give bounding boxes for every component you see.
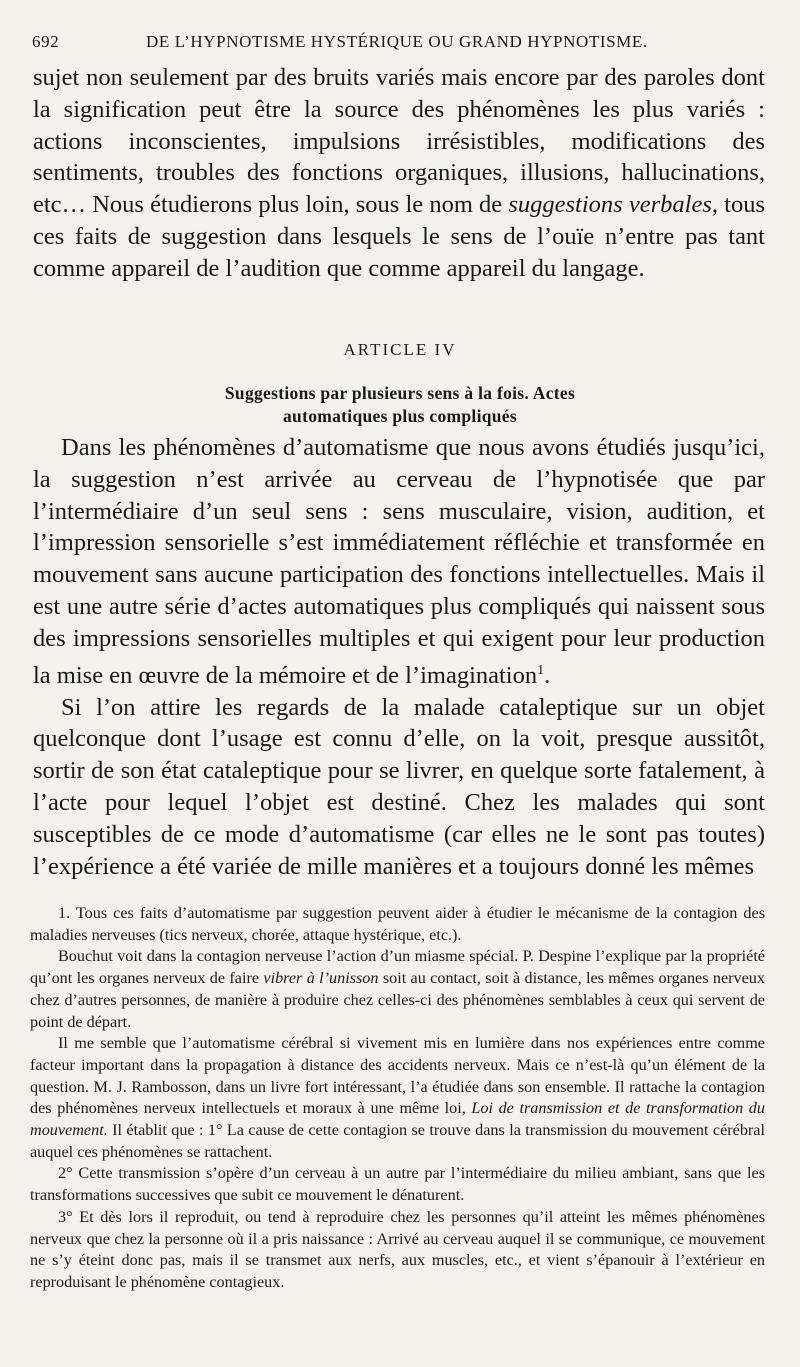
emphasis: Loi de transmission et de transformation du mouvement. [30,1099,765,1140]
text-run: Il établit que : 1° La cause de cette contagion se trouve dans la transmission du mouvement cérébral auquel ces phénomènes se rattachent. [30,1121,765,1161]
running-header [32,32,770,54]
subtitle-line: Suggestions par plusieurs sens à la fois. Actes [224,383,576,403]
footnotes [30,903,765,1294]
text-run: Dans les phénomènes d’automatisme que nous avons étudiés jusqu’ici, la suggestion n’est arrivée au cerveau de l’hypnotisée que par l’intermédiaire d’un seul sens : sens musculaire, vision, audition, et l’impression sensorielle s’est immédiatement réfléchie et transformée en mouvement sans aucune participation des fonctions intellectuelles. Mais il est une autre série d’actes automatiques plus compliqués qui naissent sous des impressions sensorielles multiples et qui exigent pour leur production la mise en œuvre de la mémoire et de l’imagination [33,434,765,689]
text-run: sujet non seulement par des bruits variés mais encore par des paroles dont la signification peut être la source des phénomènes les plus variés : actions inconscientes, impulsions irrésistibles, modifications des sentiments, troubles des fonctions organiques, illusions, hallucinations, etc… Nous étudierons plus loin, sous le nom de [33,64,765,219]
article-subtitle [0,382,800,428]
paragraph [33,62,765,285]
footnote-paragraph: 2° Cette transmission s’opère d’un cerveau à un autre par l’intermédiaire du milieu ambiant, sans que les transformations successives que subit ce mouvement le dénaturent. [30,1164,765,1205]
footnote-paragraph [30,1033,765,1163]
emphasis: suggestions verbales [508,191,712,219]
paragraph: Dans les phénomènes d’automatisme que nous avons étudiés jusqu’ici, la suggestion n’est arrivée au cerveau de l’hypnotisée que par l’intermédiaire d’un seul sens : sens musculaire, vision, audition, et l’impression sensorielle s’est immédiatement réfléchie et transformée en mouvement sans aucune participation des fonctions intellectuelles. Mais il est une autre série d’actes automatiques plus compliqués qui naissent sous des impressions sensorielles multiples et qui exigent pour leur production la mise en œuvre de la mémoire et de l’imagination$^1$. [33,434,765,689]
text-run: soit au contact, soit à distance, les mêmes organes nerveux chez d’autres personnes, de manière à produire chez celles-ci des phénomènes semblables à ceux qui servent de point de départ. [30,969,765,1031]
footnote-marker: 1 [537,662,545,678]
page-number: 692 [32,32,60,51]
continued-paragraph [33,62,765,285]
text-run: Bouchut voit dans la contagion nerveuse l’action d’un miasme spécial. P. Despine l’explique par la propriété qu’ont les organes nerveux de faire [30,947,765,988]
subtitle-line: automatiques plus compliqués [282,406,517,426]
footnote: 1. Tous ces faits d’automatisme par suggestion peuvent aider à étudier le mécanisme de la contagion des maladies nerveuses (tics nerveux, chorée, attaque hystérique, etc.). [30,904,765,944]
article-body [33,432,765,882]
text-run: Il me semble que l’automatisme cérébral si vivement mis en lumière dans nos expériences entre comme facteur important dans la propagation à distance des accidents nerveux. Mais ce n’est-là qu’un élément de la question. M. J. Rambosson, dans un livre fort intéressant, l’a étudiée dans son ensemble. Il rattache la contagion des phénomènes nerveux intellectuels et moraux à une même loi, [30,1034,765,1118]
running-title: DE L’HYPNOTISME HYSTÉRIQUE OU GRAND HYPNOTISME. [146,32,648,51]
article-heading: ARTICLE IV [343,340,457,359]
text-run: , tous ces faits de suggestion dans lesquels le sens de l’ouïe n’entre pas tant comme appareil de l’audition que comme appareil du langage. [33,191,766,282]
footnote-paragraph [30,946,765,1033]
footnote-paragraph: 3° Et dès lors il reproduit, ou tend à reproduire chez les personnes qu’il atteint les mêmes phénomènes nerveux que chez la personne où il a pris naissance : Arrivé au cerveau auquel il se communique, ce mouvement ne s’y éteint donc pas, mais il se transmet aux nerfs, aux muscles, etc., et vient s’épanouir à l’extérieur en reproduisant le phénomène contagieux. [30,1207,765,1291]
paragraph: Si l’on attire les regards de la malade cataleptique sur un objet quelconque dont l’usage est connu d’elle, on la voit, presque aussitôt, sortir de son état cataleptique pour se livrer, en quelque sorte fatalement, à l’acte pour lequel l’objet est destiné. Chez les malades qui sont susceptibles de ce mode d’automatisme (car elles ne le sont pas toutes) l’expérience a été variée de mille manières et a toujours donné les mêmes [33,693,765,880]
emphasis: vibrer à l’unisson [263,969,379,988]
